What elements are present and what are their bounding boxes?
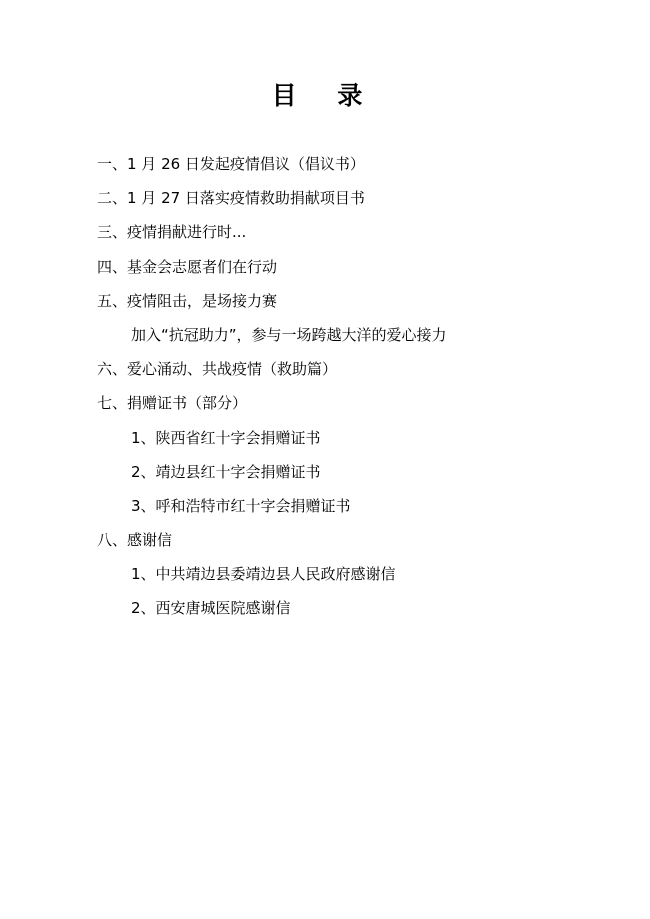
- toc-item: 六、爱心涌动、共战疫情（救助篇）: [97, 360, 338, 379]
- toc-item: 一、1 月 26 日发起疫情倡议（倡议书）: [97, 155, 365, 173]
- toc-subitem: 1、中共靖边县委靖边县人民政府感谢信: [131, 565, 396, 584]
- toc-subitem: 2、靖边县红十字会捐赠证书: [131, 462, 321, 481]
- toc-item: 五、疫情阻击，是场接力赛: [97, 291, 278, 310]
- toc-subitem: 2、西安唐城医院感谢信: [131, 599, 291, 618]
- toc-item: 八、感谢信: [97, 531, 173, 550]
- toc-item: 四、基金会志愿者们在行动: [97, 257, 278, 276]
- toc-subitem: 3、呼和浩特市红十字会捐赠证书: [131, 496, 351, 515]
- table-of-contents: [97, 150, 597, 629]
- toc-item: 二、1 月 27 日落实疫情救助捐献项目书: [97, 189, 365, 208]
- page-title: 目 录: [271, 81, 379, 110]
- toc-subitem: 1、陕西省红十字会捐赠证书: [131, 428, 321, 447]
- toc-item: 七、捐赠证书（部分）: [97, 394, 248, 413]
- toc-subitem: 加入“抗冠助力”，参与一场跨越大洋的爱心接力: [131, 325, 447, 344]
- toc-item: 三、疫情捐献进行时...: [97, 223, 247, 242]
